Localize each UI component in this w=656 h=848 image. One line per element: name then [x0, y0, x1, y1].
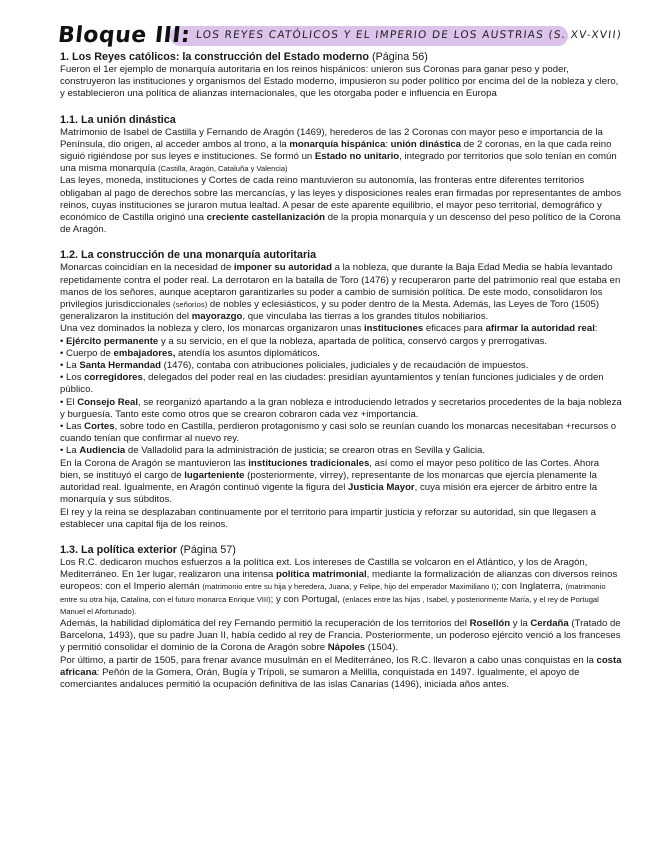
section-1-text: Fueron el 1er ejemplo de monarquía autoritaria en los reinos hispánicos: unieron sus Coronas para ganar peso y poder, construyeron las instituciones y organismos del Estado moderno, impusieron su poder político por encima del de la nobleza y clero, y establecieron una política de alianzas internacionales, que les otorgaba poder e influencia en Europa [60, 64, 619, 100]
section-1-3-paragraph-3: Por último, a partir de 1505, para frenar avance musulmán en el Mediterráneo, los R.C. llevaron a cabo unas conquistas en la costa africana: Peñón de la Gomera, Orán, Bugía y Trípoli, se sumaron a Melilla, conquistada en 1497. Igualmente, el apoyo de comerciantes andaluces permitió la ocupación definitiva de las islas Canarias (1496), iniciada años antes. [60, 654, 622, 690]
section-1-3-heading [60, 543, 622, 557]
section-1-title: 1. Los Reyes católicos: la construcción del Estado moderno [60, 51, 369, 63]
list-item: • Los corregidores, delegados del poder real en las ciudades: presidían ayuntamientos y tenían funciones judiciales y de orden público. [60, 372, 604, 396]
section-1-2-paragraph-1: Monarcas coincidían en la necesidad de imponer su autoridad a la nobleza, que durante la Baja Edad Media se había levantado repetidamente contra el poder real. La derrotaron en la batalla de Toro (1476) y recuperaron parte del patrimonio real que estaba en manos de los señores, aunque aceptaron garantizarles su poder a cambio de sumisión política. De este modo, consolidaron los privilegios jurisdiccionales (señoríos) de nobles y eclesiásticos, y su poder dentro de la Mesta. Además, las Leyes de Toro (1505) generalizaron la institución del mayorazgo, que vinculaba las tierras a los grandes títulos nobiliarios. [60, 262, 621, 323]
list-item: • Ejército permanente y a su servicio, en el que la nobleza, apartada de política, conservó cargos y prerrogativas. [60, 335, 548, 347]
list-item: • El Consejo Real, se reorganizó apartando a la gran nobleza e introduciendo letrados y secretarios procedentes de la baja nobleza y burguesía. Tanto este como otros que se crearon cobraron cada vez +importancia. [60, 396, 622, 420]
block-title: Bloque III: [56, 22, 192, 48]
section-1-heading [60, 50, 622, 64]
section-1-1-heading: 1.1. La unión dinástica [60, 113, 176, 126]
section-1-2-heading: 1.2. La construcción de una monarquía autoritaria [60, 249, 317, 262]
section-1-page-ref: (Página 56) [372, 51, 428, 63]
list-item: • Cuerpo de embajadores, atendía los asuntos diplomáticos. [60, 347, 320, 359]
list-item: • Las Cortes, sobre todo en Castilla, perdieron protagonismo y casi solo se reunían cuando los monarcas necesitaban +recursos o cuando tenían que confirmar al nuevo rey. [60, 421, 617, 445]
section-1-3-paragraph-1: Los R.C. dedicaron muchos esfuerzos a la política ext. Los intereses de Castilla se volcaron en el Atlántico, y los de Aragón, Mediterráneo. En 1er lugar, realizaron una intensa política matrimonial, mediante la formalización de alianzas con diversos reinos europeos: con el Imperio alemán (matrimonio entre su hija y heredera, Juana, y Felipe, hijo del emperador Maximiliano I); con Inglaterra, (matrimonio entre su otra hija, Catalina, con el futuro monarca Enrique VIII); y con Portugal, (enlaces entre las hijas , Isabel, y posteriormente María, y el rey de Portugal Manuel el Afortunado). [60, 556, 618, 616]
section-1-3-paragraph-2: Además, la habilidad diplomática del rey Fernando permitió la recuperación de los territorios del Rosellón y la Cerdaña (Tratado de Barcelona, 1493), que su padre Juan II, había cedido al rey de Francia. Posteriormente, un poderoso ejército venció a los franceses y permitió consolidar el dominio de la Corona de Aragón sobre Nápoles (1504). [60, 617, 621, 654]
section-1-3-title: 1.3. La política exterior [60, 543, 178, 556]
section-1-2-paragraph-4: El rey y la reina se desplazaban continuamente por el territorio para impartir justicia y reforzar su autoridad, sin que llegasen a establecer una capital fija de los reinos. [60, 506, 596, 530]
section-1-1-paragraph-2: Las leyes, moneda, instituciones y Cortes de cada reino mantuvieron su autonomía, las fronteras entre diferentes territorios obligaban al pago de derechos sobre las mercancías, y las leyes y disposiciones reales eran firmadas por representantes de ambos reinos, cuyas instituciones se juraron mutua lealtad. A pesar de este aparente equilibrio, el mayor peso territorial, demográfico y económico de Castilla originó una creciente castellanización de la propia monarquía y un descenso del peso político de la Corona de Aragón. [60, 175, 622, 236]
section-1-1-paragraph-1: Matrimonio de Isabel de Castilla y Fernando de Aragón (1469), herederos de las 2 Coronas con mayor peso e importancia de la Península, dio origen, al acceder ambos al trono, a la monarquía hispánica: unión dinástica de 2 coronas, en la que cada reino siguió rigiéndose por sus leyes e instituciones. Se formó un Estado no unitario, integrado por territorios que solo tenían en común una misma monarquía (Castilla, Aragón, Cataluña y Valencia) [60, 126, 617, 175]
section-1-3-page-ref: (Página 57) [180, 543, 236, 556]
block-subtitle: LOS REYES CATÓLICOS Y EL IMPERIO DE LOS AUSTRIAS (S. XV-XVII) [195, 29, 623, 41]
section-1-2-paragraph-2: Una vez dominados la nobleza y clero, los monarcas organizaron unas instituciones eficaces para afirmar la autoridad real: [60, 323, 598, 335]
document-body [60, 50, 622, 691]
section-1-2-paragraph-3: En la Corona de Aragón se mantuvieron las instituciones tradicionales, así como el mayor peso político de las Cortes. Ahora bien, se instituyó el cargo de lugarteniente (posteriormente, virrey), representante de los monarcas que ejercía plenamente la autoridad real. Igualmente, en Aragón continuó vigente la figura del Justicia Mayor, cuya misión era ejercer de árbitro entre la monarquía y sus súbditos. [60, 457, 600, 506]
list-item: • La Audiencia de Valladolid para la administración de justicia; se crearon otras en Sevilla y Galicia. [60, 445, 486, 457]
page-header [58, 22, 622, 48]
list-item: • La Santa Hermandad (1476), contaba con atribuciones policiales, judiciales y de recaudación de impuestos. [60, 360, 529, 372]
